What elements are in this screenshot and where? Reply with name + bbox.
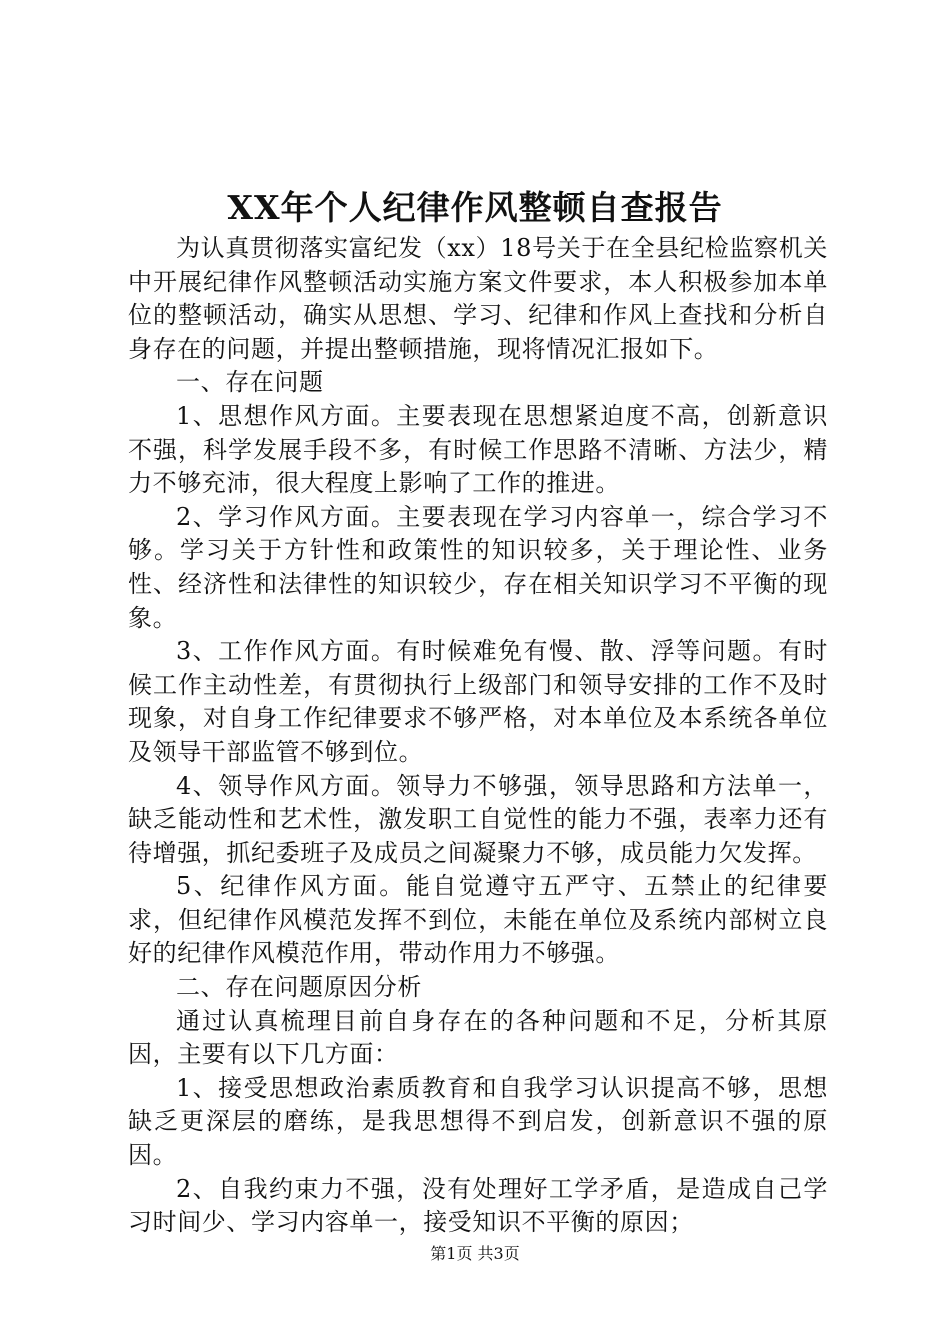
paragraph-cause-2: 2、自我约束力不强，没有处理好工学矛盾，是造成自己学习时间少、学习内容单一，接受知识不平衡的原因；: [128, 1174, 828, 1237]
paragraph-leadership-style: 4、领导作风方面。领导力不够强，领导思路和方法单一，缺乏能动性和艺术性，激发职工自觉性的能力不强，表率力还有待增强，抓纪委班子及成员之间凝聚力不够，成员能力欠发挥。: [128, 771, 828, 867]
page-footer: 第1页 共3页: [430, 1244, 520, 1263]
section-heading-problems: 一、存在问题: [176, 368, 324, 397]
document-title: XX年个人纪律作风整顿自查报告: [227, 188, 723, 227]
paragraph-study-style: 2、学习作风方面。主要表现在学习内容单一，综合学习不够。学习关于方针性和政策性的知识较多，关于理论性、业务性、经济性和法律性的知识较少，存在相关知识学习不平衡的现象。: [128, 502, 828, 632]
document-body: [128, 232, 828, 1240]
paragraph-causes-intro: 通过认真梳理目前自身存在的各种问题和不足，分析其原因，主要有以下几方面：: [128, 1006, 828, 1069]
paragraph-work-style: 3、工作作风方面。有时候难免有慢、散、浮等问题。有时候工作主动性差，有贯彻执行上级部门和领导安排的工作不及时现象，对自身工作纪律要求不够严格，对本单位及本系统各单位及领导干部监管不够到位。: [128, 637, 828, 766]
paragraph-thinking-style: 1、思想作风方面。主要表现在思想紧迫度不高，创新意识不强，科学发展手段不多，有时候工作思路不清晰、方法少，精力不够充沛，很大程度上影响了工作的推进。: [128, 401, 828, 498]
paragraph-intro: 为认真贯彻落实富纪发（xx）18号关于在全县纪检监察机关中开展纪律作风整顿活动实施方案文件要求，本人积极参加本单位的整顿活动，确实从思想、学习、纪律和作风上查找和分析自身存在的问题，并提出整顿措施，现将情况汇报如下。: [128, 234, 828, 363]
paragraph-cause-1: 1、接受思想政治素质教育和自我学习认识提高不够，思想缺乏更深层的磨练，是我思想得不到启发，创新意识不强的原因。: [128, 1073, 828, 1170]
paragraph-discipline-style: 5、纪律作风方面。能自觉遵守五严守、五禁止的纪律要求，但纪律作风模范发挥不到位，未能在单位及系统内部树立良好的纪律作风模范作用，带动作用力不够强。: [128, 872, 828, 968]
section-heading-causes: 二、存在问题原因分析: [176, 973, 422, 1002]
